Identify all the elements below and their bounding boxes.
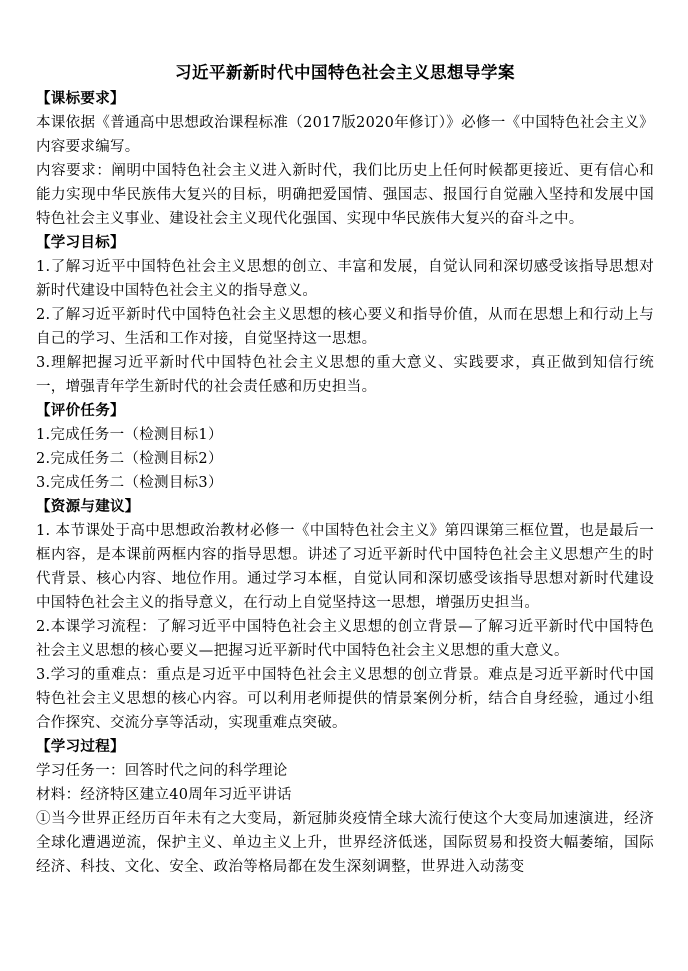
paragraph: 1. 本节课处于高中思想政治教材必修一《中国特色社会主义》第四课第三框位置，也是最后一框内容，是本课前两框内容的指导思想。讲述了习近平新时代中国特色社会主义思想产生的时代背景、核心内容、地位作用。通过学习本框，自觉认同和深切感受该指导思想对新时代建设中国特色社会主义的指导意义，在行动上自觉坚持这一思想，增强历史担当。: [36, 523, 654, 611]
section-evaluation-tasks: [36, 399, 654, 495]
paragraph: 本课依据《普通高中思想政治课程标准（2017版2020年修订）》必修一《中国特色社会主义》内容要求编写。: [36, 115, 654, 155]
section-resources-and-suggestions: [36, 495, 654, 735]
section-heading: 【资源与建议】: [36, 499, 140, 515]
section-heading: 【学习过程】: [36, 739, 125, 755]
paragraph: 1.了解习近平中国特色社会主义思想的创立、丰富和发展，自觉认同和深切感受该指导思想对新时代建设中国特色社会主义的指导意义。: [36, 259, 654, 299]
section-heading: 【评价任务】: [36, 403, 125, 419]
paragraph: ①当今世界正经历百年未有之大变局，新冠肺炎疫情全球大流行使这个大变局加速演进，经济全球化遭遇逆流，保护主义、单边主义上升，世界经济低迷，国际贸易和投资大幅萎缩，国际经济、科技、文化、安全、政治等格局都在发生深刻调整，世界进入动荡变: [36, 811, 654, 875]
document-page: [36, 60, 654, 879]
paragraph: 学习任务一：回答时代之问的科学理论: [36, 763, 288, 779]
paragraph: 2.本课学习流程：了解习近平中国特色社会主义思想的创立背景—了解习近平新时代中国特色社会主义思想的核心要义—把握习近平新时代中国特色社会主义思想的重大意义。: [36, 619, 654, 659]
paragraph: 1.完成任务一（检测目标1）: [36, 427, 223, 443]
paragraph: 3.完成任务二（检测目标3）: [36, 475, 223, 491]
paragraph: 2.完成任务二（检测目标2）: [36, 451, 223, 467]
section-learning-process: [36, 735, 654, 879]
section-heading: 【课标要求】: [36, 91, 125, 107]
paragraph: 内容要求：阐明中国特色社会主义进入新时代，我们比历史上任何时候都更接近、更有信心和能力实现中华民族伟大复兴的目标，明确把爱国情、强国志、报国行自觉融入坚持和发展中国特色社会主义事业、建设社会主义现代化强国、实现中华民族伟大复兴的奋斗之中。: [36, 163, 654, 227]
section-curriculum-requirements: [36, 87, 654, 231]
paragraph: 3.学习的重难点：重点是习近平中国特色社会主义思想的创立背景。难点是习近平新时代中国特色社会主义思想的核心内容。可以利用老师提供的情景案例分析，结合自身经验，通过小组合作探究、交流分享等活动，实现重难点突破。: [36, 667, 654, 731]
paragraph: 2.了解习近平新时代中国特色社会主义思想的核心要义和指导价值，从而在思想上和行动上与自己的学习、生活和工作对接，自觉坚持这一思想。: [36, 307, 654, 347]
paragraph: 3.理解把握习近平新时代中国特色社会主义思想的重大意义、实践要求，真正做到知信行统一，增强青年学生新时代的社会责任感和历史担当。: [36, 355, 654, 395]
paragraph: 材料：经济特区建立40周年习近平讲话: [36, 787, 292, 803]
section-learning-objectives: [36, 231, 654, 399]
section-heading: 【学习目标】: [36, 235, 125, 251]
document-title: 习近平新新时代中国特色社会主义思想导学案: [175, 63, 515, 82]
